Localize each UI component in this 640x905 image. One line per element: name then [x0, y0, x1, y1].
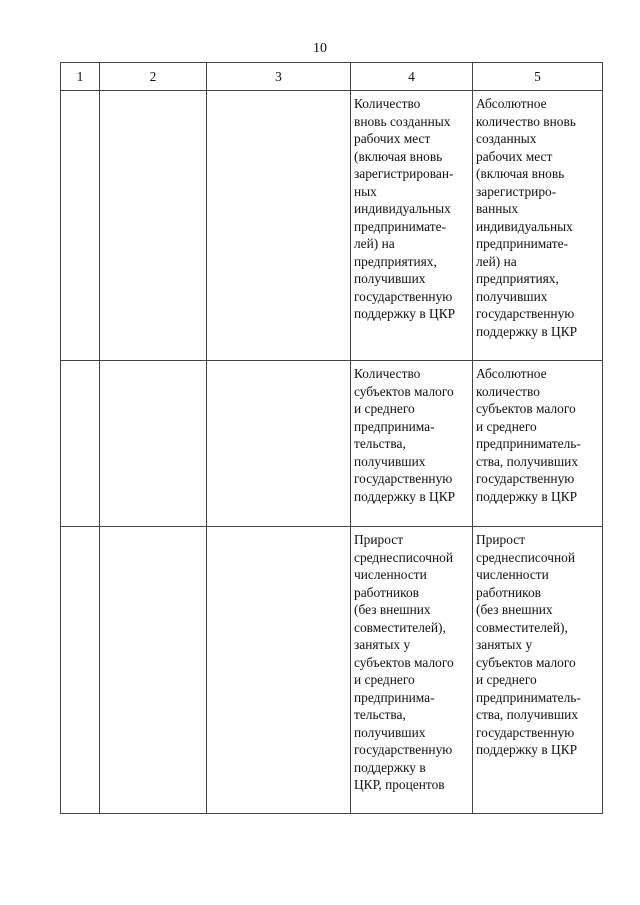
table-cell	[473, 527, 603, 814]
table-cell	[61, 361, 100, 527]
indicator-name: Прирост среднесписочной численности работников (без внешних совместителей), занятых у субъектов малого и среднего предпринима- тельства, получивших государственную поддержку в ЦКР, процентов	[354, 532, 454, 792]
column-header-3: 3	[207, 63, 351, 91]
cell-text	[100, 361, 206, 365]
table-cell	[100, 527, 207, 814]
table-cell	[351, 91, 473, 361]
indicator-name: Количество вновь созданных рабочих мест (включая вновь зарегистрирован- ных индивидуальных предпринимате- лей) на предприятиях, получивших государственную поддержку в ЦКР	[354, 96, 456, 321]
column-header-5: 5	[473, 63, 603, 91]
table-cell	[100, 361, 207, 527]
column-header-1: 1	[61, 63, 100, 91]
column-header-2: 2	[100, 63, 207, 91]
table-cell	[61, 91, 100, 361]
table-cell	[207, 91, 351, 361]
indicator-definition: Абсолютное количество вновь созданных рабочих мест (включая вновь зарегистриро- ванных индивидуальных предпринимате- лей) на предприятиях, получивших государственную поддержку в ЦКР	[476, 96, 578, 339]
indicator-definition: Прирост среднесписочной численности работников (без внешних совместителей), занятых у субъектов малого и среднего предприниматель- ства, получивших государственную поддержку в ЦКР	[476, 532, 581, 757]
table-cell	[61, 527, 100, 814]
indicator-definition: Абсолютное количество субъектов малого и среднего предприниматель- ства, получивших государственную поддержку в ЦКР	[476, 366, 581, 504]
cell-text	[100, 527, 206, 531]
cell-text	[207, 527, 350, 531]
cell-text	[100, 91, 206, 95]
table-cell	[100, 91, 207, 361]
table-header-row	[61, 63, 603, 91]
table-cell	[473, 91, 603, 361]
table-cell	[351, 527, 473, 814]
cell-text	[61, 91, 99, 95]
cell-text	[61, 361, 99, 365]
indicator-table	[60, 62, 603, 814]
table-cell	[207, 527, 351, 814]
table-cell	[473, 361, 603, 527]
table-row	[61, 91, 603, 361]
table-cell	[207, 361, 351, 527]
cell-text	[61, 527, 99, 531]
column-header-4: 4	[351, 63, 473, 91]
page-number: 10	[313, 41, 327, 56]
indicator-name: Количество субъектов малого и среднего предпринима- тельства, получивших государственную поддержку в ЦКР	[354, 366, 456, 504]
cell-text	[207, 361, 350, 365]
table-row	[61, 527, 603, 814]
cell-text	[207, 91, 350, 95]
table-cell	[351, 361, 473, 527]
table-row	[61, 361, 603, 527]
